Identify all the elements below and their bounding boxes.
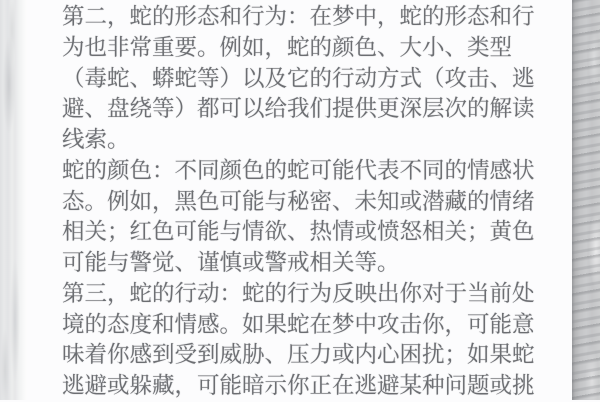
- text-line-5: 线索。: [62, 127, 130, 153]
- article-text: [62, 2, 540, 402]
- text-line-11: 境的态度和情感。如果蛇在梦中攻击你，可能意: [62, 311, 535, 337]
- text-line-1: 第二，蛇的形态和行为：在梦中，蛇的形态和行: [62, 4, 535, 29]
- text-line-2: 为也非常重要。例如，蛇的颜色、大小、类型: [62, 34, 513, 60]
- text-line-6: 蛇的颜色：不同颜色的蛇可能代表不同的情感状: [62, 157, 535, 183]
- left-marble-border: [0, 0, 27, 400]
- text-line-10: 第三，蛇的行动：蛇的行为反映出你对于当前处: [62, 280, 535, 306]
- text-line-7: 态。例如，黑色可能与秘密、未知或潜藏的情绪: [62, 188, 535, 214]
- text-line-9: 可能与警觉、谨慎或警戒相关等。: [62, 250, 400, 276]
- text-line-4: 避、盘绕等）都可以给我们提供更深层次的解读: [62, 96, 535, 122]
- right-marble-border: [572, 0, 600, 400]
- text-line-13: 逃避或躲藏，可能暗示你正在逃避某种问题或挑: [62, 373, 535, 399]
- text-line-3: （毒蛇、蟒蛇等）以及它的行动方式（攻击、逃: [62, 65, 535, 91]
- text-line-8: 相关；红色可能与情欲、热情或愤怒相关；黄色: [62, 219, 535, 245]
- text-line-12: 味着你感到受到威胁、压力或内心困扰；如果蛇: [62, 342, 535, 368]
